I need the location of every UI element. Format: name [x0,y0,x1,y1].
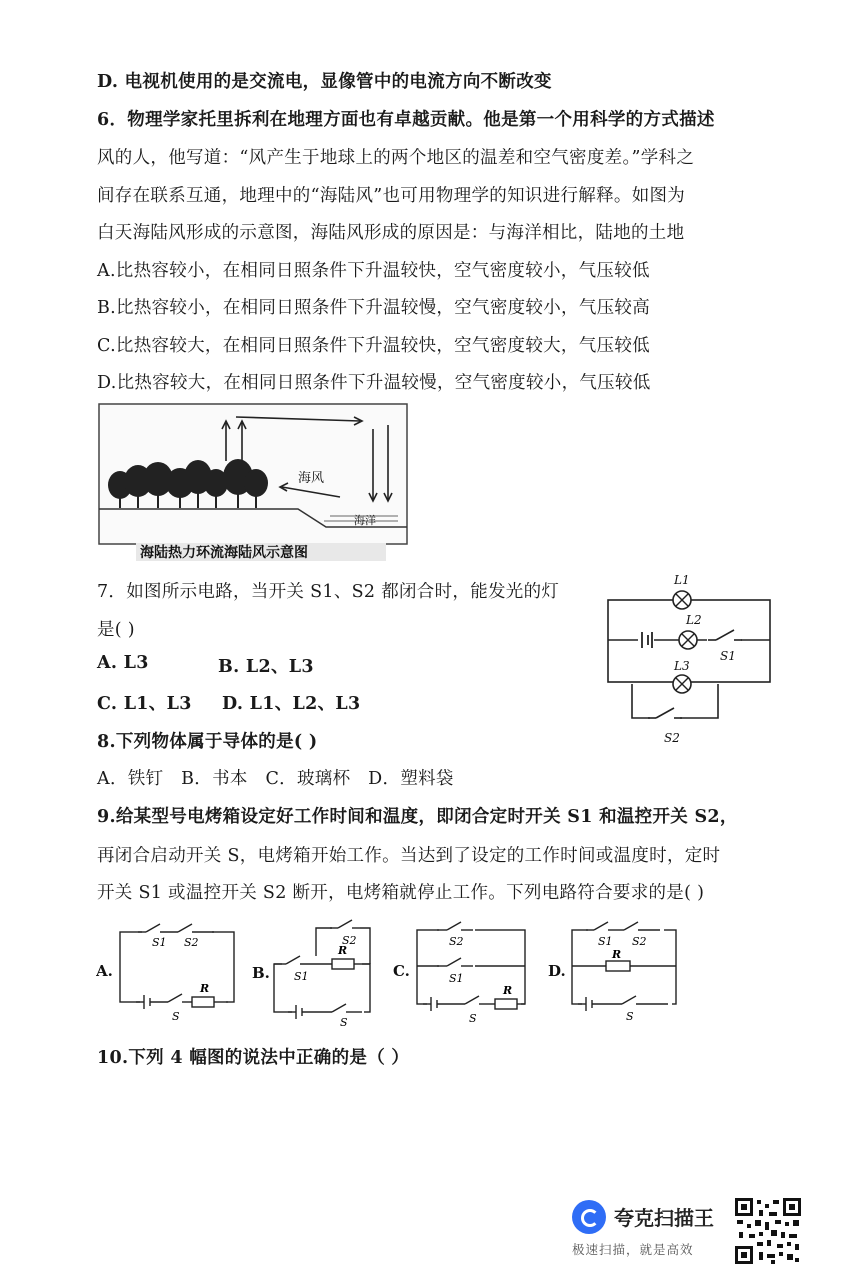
svg-text:C.: C. [393,962,410,980]
svg-text:S2: S2 [184,936,199,949]
svg-text:S1: S1 [152,936,167,949]
q7-stem-line-2: 是( ) [97,620,135,640]
svg-text:S1: S1 [294,970,309,983]
q7-option-c: C. L1、L3 [97,694,192,714]
svg-text:R: R [200,982,210,995]
q7-option-a: A. L3 [97,653,149,673]
s1-label: S1 [720,649,736,663]
q10-stem: 10.下列 4 幅图的说法中正确的是（ ） [97,1048,410,1068]
q6-option-b: B.比热容较小，在相同日照条件下升温较慢，空气密度较小，气压较高 [97,298,651,318]
svg-text:S: S [172,1010,180,1023]
scanner-watermark [572,1196,732,1266]
svg-text:S1: S1 [449,972,464,985]
l1-label: L1 [674,573,690,587]
svg-text:S: S [626,1010,634,1023]
svg-text:S2: S2 [342,934,357,947]
q6-stem-line-2: 风的人，他写道：“风产生于地球上的两个地区的温差和空气密度差。”学科之 [97,148,695,168]
q7-stem-line-1: 7．如图所示电路，当开关 S1、S2 都闭合时，能发光的灯 [97,582,560,602]
q7-circuit-diagram [602,562,778,750]
q9-circuit-b [252,912,376,1028]
svg-text:S2: S2 [632,935,647,948]
l2-label: L2 [686,613,702,627]
q8-stem: 8.下列物体属于导体的是( ) [97,732,318,752]
q9-stem-line-3: 开关 S1 或温控开关 S2 断开，电烤箱就停止工作。下列电路符合要求的是( ) [97,883,705,903]
svg-text:A.: A. [96,962,113,980]
svg-text:S2: S2 [449,935,464,948]
svg-text:B.: B. [252,964,270,982]
wind-label: 海风 [298,471,325,486]
q8-options: A．铁钉 B．书本 C．玻璃杯 D．塑料袋 [97,769,454,789]
q9-circuit-c [393,916,533,1026]
qr-code-icon [735,1198,801,1264]
svg-text:S: S [469,1012,477,1025]
scanner-logo-icon [572,1200,606,1234]
scanner-brand: 夸克扫描王 [614,1206,714,1230]
svg-text:R: R [338,944,348,957]
svg-text:S: S [340,1016,348,1028]
q6-option-a: A.比热容较小，在相同日照条件下升温较快，空气密度较小，气压较低 [97,261,650,281]
scanner-tagline: 极速扫描，就是高效 [572,1242,694,1257]
svg-text:R: R [612,948,622,961]
sea-land-breeze-diagram [98,403,410,563]
sea-label: 海洋 [354,514,376,527]
q6-option-d: D.比热容较大，在相同日照条件下升温较慢，空气密度较小，气压较低 [97,373,651,393]
q6-stem-line-4: 白天海陆风形成的示意图，海陆风形成的原因是：与海洋相比，陆地的土地 [97,223,685,243]
svg-text:S1: S1 [598,935,613,948]
q6-option-c: C.比热容较大，在相同日照条件下升温较快，空气密度较大，气压较低 [97,336,650,356]
q9-circuit-a [96,916,242,1024]
q6-stem-line-1: 6．物理学家托里拆利在地理方面也有卓越贡献。他是第一个用科学的方式描述 [97,110,715,130]
q9-circuit-d [548,916,688,1024]
q9-stem-line-2: 再闭合启动开关 S，电烤箱开始工作。当达到了设定的工作时间或温度时，定时 [97,846,721,866]
s2-label: S2 [664,731,680,745]
q5-option-d: D. 电视机使用的是交流电，显像管中的电流方向不断改变 [97,72,552,92]
figure-caption: 海陆热力环流海陆风示意图 [140,545,308,561]
q7-option-b: B. L2、L3 [218,657,314,677]
l3-label: L3 [674,659,690,673]
q6-stem-line-3: 间存在联系互通，地理中的“海陆风”也可用物理学的知识进行解释。如图为 [97,186,686,206]
svg-text:D.: D. [548,962,566,980]
q7-option-d: D. L1、L2、L3 [222,694,361,714]
svg-text:R: R [503,984,513,997]
q9-stem-line-1: 9.给某型号电烤箱设定好工作时间和温度，即闭合定时开关 S1 和温控开关 S2， [97,807,738,827]
